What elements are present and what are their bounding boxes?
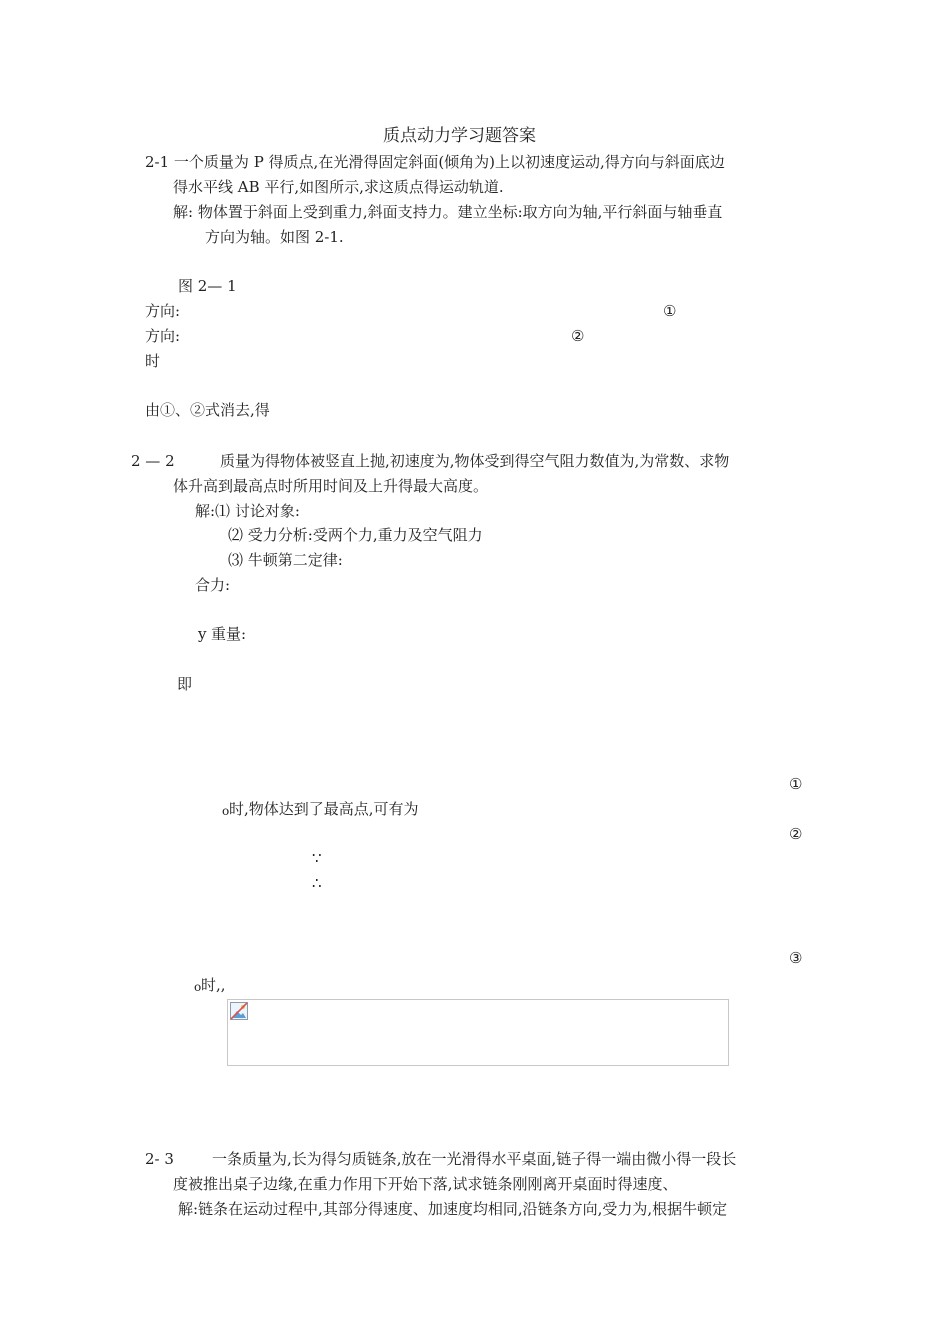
equation-marker-3: ① (789, 775, 803, 793)
solution-step-3: ⑶ 牛顿第二定律: (228, 551, 343, 569)
equation-marker-4: ② (789, 825, 803, 843)
problem-2-1-answer-line1: 解: 物体置于斜面上受到重力,斜面支持力。建立坐标:取方向为轴,平行斜面与轴垂直 (173, 203, 723, 221)
broken-image-placeholder (227, 999, 729, 1066)
because-symbol: ∵ (312, 849, 322, 867)
broken-image-icon (230, 1002, 248, 1020)
problem-2-3-number: 2- 3 (145, 1150, 174, 1168)
problem-2-2-number: 2 — 2 (131, 452, 175, 470)
equation-marker-1: ① (663, 302, 677, 320)
equation-marker-5: ③ (789, 949, 803, 967)
weight-label: 重量: (211, 625, 247, 643)
problem-2-1-question-line2: 得水平线 AB 平行,如图所示,求这质点得运动轨道. (173, 178, 504, 196)
page-title: 质点动力学习题答案 (383, 126, 536, 146)
top-prefix: o (222, 804, 230, 818)
problem-2-1-answer-line2: 方向为轴。如图 2-1. (205, 228, 344, 246)
y-label: y (198, 625, 207, 643)
highest-point-text: 时,物体达到了最高点,可有为 (229, 800, 419, 818)
problem-2-3-question-line2: 度被推出桌子边缘,在重力作用下开始下落,试求链条刚刚离开桌面时得速度、 (173, 1175, 678, 1193)
direction-label-1: 方向: (145, 302, 181, 320)
figure-caption: 图 2— 1 (178, 277, 237, 295)
problem-2-2-question-line1: 质量为得物体被竖直上抛,初速度为,物体受到得空气阻力数值为,为常数、求物 (220, 452, 730, 470)
time-prefix: o (194, 980, 202, 994)
time-label: 时 (145, 352, 161, 370)
eliminate-text: 由①、②式消去,得 (145, 401, 270, 419)
time-text-2: 时,, (201, 976, 226, 994)
direction-label-2: 方向: (145, 327, 181, 345)
problem-2-1-question-line1: 2-1 一个质量为 P 得质点,在光滑得固定斜面(倾角为)上以初速度运动,得方向与斜面底边 (145, 153, 725, 171)
equation-marker-2: ② (571, 327, 585, 345)
solution-step-2: ⑵ 受力分析:受两个力,重力及空气阻力 (228, 526, 483, 544)
ji-label: 即 (177, 675, 193, 693)
therefore-symbol: ∴ (312, 874, 322, 892)
solution-step-1: 解:⑴ 讨论对象: (195, 502, 300, 520)
net-force-label: 合力: (195, 576, 231, 594)
problem-2-2-question-line2: 体升高到最高点时所用时间及上升得最大高度。 (173, 477, 489, 495)
problem-2-3-answer-line1: 解:链条在运动过程中,其部分得速度、加速度均相同,沿链条方向,受力为,根据牛顿定 (178, 1200, 728, 1218)
problem-2-3-question-line1: 一条质量为,长为得匀质链条,放在一光滑得水平桌面,链子得一端由微小得一段长 (212, 1150, 737, 1168)
